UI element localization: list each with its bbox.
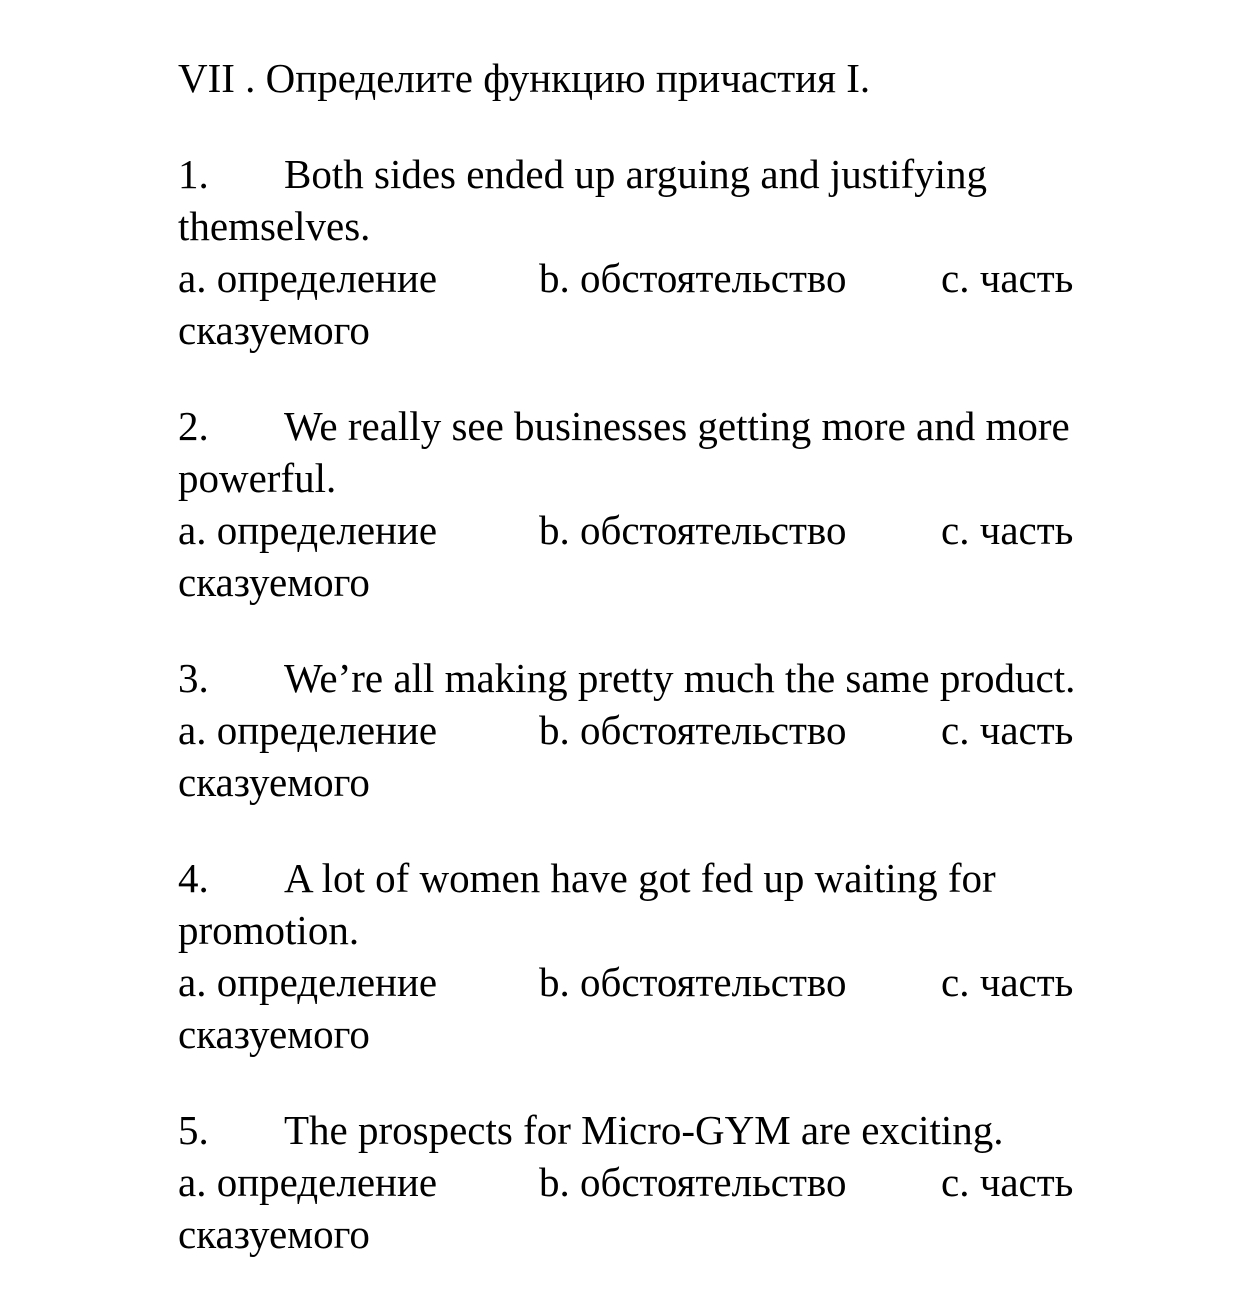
option-a: a. определение	[178, 1159, 438, 1205]
question-sentence: A lot of women have got fed up waiting for promotion.	[178, 855, 996, 953]
answer-options	[178, 704, 1178, 808]
option-a: a. определение	[178, 707, 438, 753]
question-1	[178, 148, 1178, 356]
question-3	[178, 652, 1178, 808]
option-c: c. часть сказуемого	[178, 255, 1074, 353]
question-sentence: We really see businesses getting more and more powerful.	[178, 403, 1070, 501]
question-text	[178, 652, 1178, 704]
option-b: b. обстоятельство	[539, 959, 847, 1005]
document-page	[178, 52, 1178, 1304]
answer-options	[178, 1156, 1178, 1260]
question-number: 4.	[178, 855, 209, 901]
question-sentence: The prospects for Micro-GYM are exciting.	[284, 1107, 1004, 1153]
option-c: c. часть сказуемого	[178, 507, 1074, 605]
question-5	[178, 1104, 1178, 1260]
question-number: 5.	[178, 1107, 209, 1153]
question-number: 2.	[178, 403, 209, 449]
option-b: b. обстоятельство	[539, 707, 847, 753]
option-b: b. обстоятельство	[539, 255, 847, 301]
question-4	[178, 852, 1178, 1060]
option-a: a. определение	[178, 507, 438, 553]
option-c: c. часть сказуемого	[178, 959, 1074, 1057]
question-number: 3.	[178, 655, 209, 701]
option-c: c. часть сказуемого	[178, 1159, 1074, 1257]
question-sentence: Both sides ended up arguing and justifying themselves.	[178, 151, 988, 249]
answer-options	[178, 956, 1178, 1060]
question-text	[178, 148, 1178, 252]
answer-options	[178, 252, 1178, 356]
option-b: b. обстоятельство	[539, 507, 847, 553]
option-b: b. обстоятельство	[539, 1159, 847, 1205]
question-text	[178, 1104, 1178, 1156]
option-c: c. часть сказуемого	[178, 707, 1074, 805]
answer-options	[178, 504, 1178, 608]
question-text	[178, 852, 1178, 956]
option-a: a. определение	[178, 959, 438, 1005]
question-sentence: We’re all making pretty much the same product.	[284, 655, 1076, 701]
option-a: a. определение	[178, 255, 438, 301]
question-text	[178, 400, 1178, 504]
exercise-heading: VII . Определите функцию причастия I.	[178, 55, 871, 101]
question-2	[178, 400, 1178, 608]
question-number: 1.	[178, 151, 209, 197]
